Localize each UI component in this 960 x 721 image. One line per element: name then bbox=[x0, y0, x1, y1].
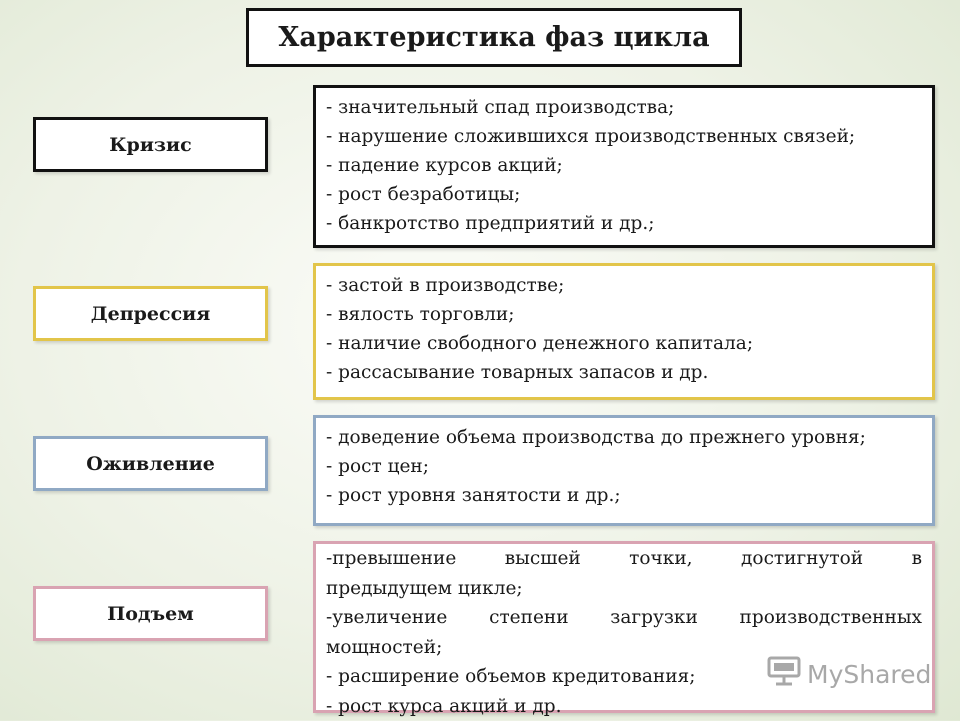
description-line: - нарушение сложившихся производственных связей; bbox=[326, 122, 922, 151]
description-line: предыдущем цикле; bbox=[326, 574, 922, 604]
watermark bbox=[767, 656, 931, 692]
description-line: - банкротство предприятий и др.; bbox=[326, 209, 922, 238]
watermark-text: MyShared bbox=[807, 660, 931, 689]
description-line: - значительный спад производства; bbox=[326, 93, 922, 122]
diagram-title: Характеристика фаз цикла bbox=[246, 8, 742, 67]
description-line: - вялость торговли; bbox=[326, 300, 922, 329]
phase-label-recovery: Оживление bbox=[33, 436, 268, 491]
description-line: -превышение высшей точки, достигнутой в bbox=[326, 544, 922, 574]
description-line: - рост курса акций и др. bbox=[326, 692, 922, 721]
description-line: - рост безработицы; bbox=[326, 180, 922, 209]
phase-description-depression bbox=[313, 263, 935, 400]
phase-label-crisis: Кризис bbox=[33, 117, 268, 172]
description-line: - расширение объемов кредитования; bbox=[326, 662, 922, 692]
description-line: - рассасывание товарных запасов и др. bbox=[326, 358, 922, 387]
projector-icon bbox=[767, 656, 801, 692]
phase-description-recovery bbox=[313, 415, 935, 526]
description-line: - рост уровня занятости и др.; bbox=[326, 481, 922, 510]
phase-label-depression: Депрессия bbox=[33, 286, 268, 341]
description-line: - падение курсов акций; bbox=[326, 151, 922, 180]
description-line: -увеличение степени загрузки производственных bbox=[326, 603, 922, 633]
phase-label-boom: Подъем bbox=[33, 586, 268, 641]
description-line: - застой в производстве; bbox=[326, 271, 922, 300]
phase-description-crisis bbox=[313, 85, 935, 248]
description-line: мощностей; bbox=[326, 633, 922, 663]
description-line: - рост цен; bbox=[326, 452, 922, 481]
description-line: - доведение объема производства до прежнего уровня; bbox=[326, 423, 922, 452]
description-line: - наличие свободного денежного капитала; bbox=[326, 329, 922, 358]
